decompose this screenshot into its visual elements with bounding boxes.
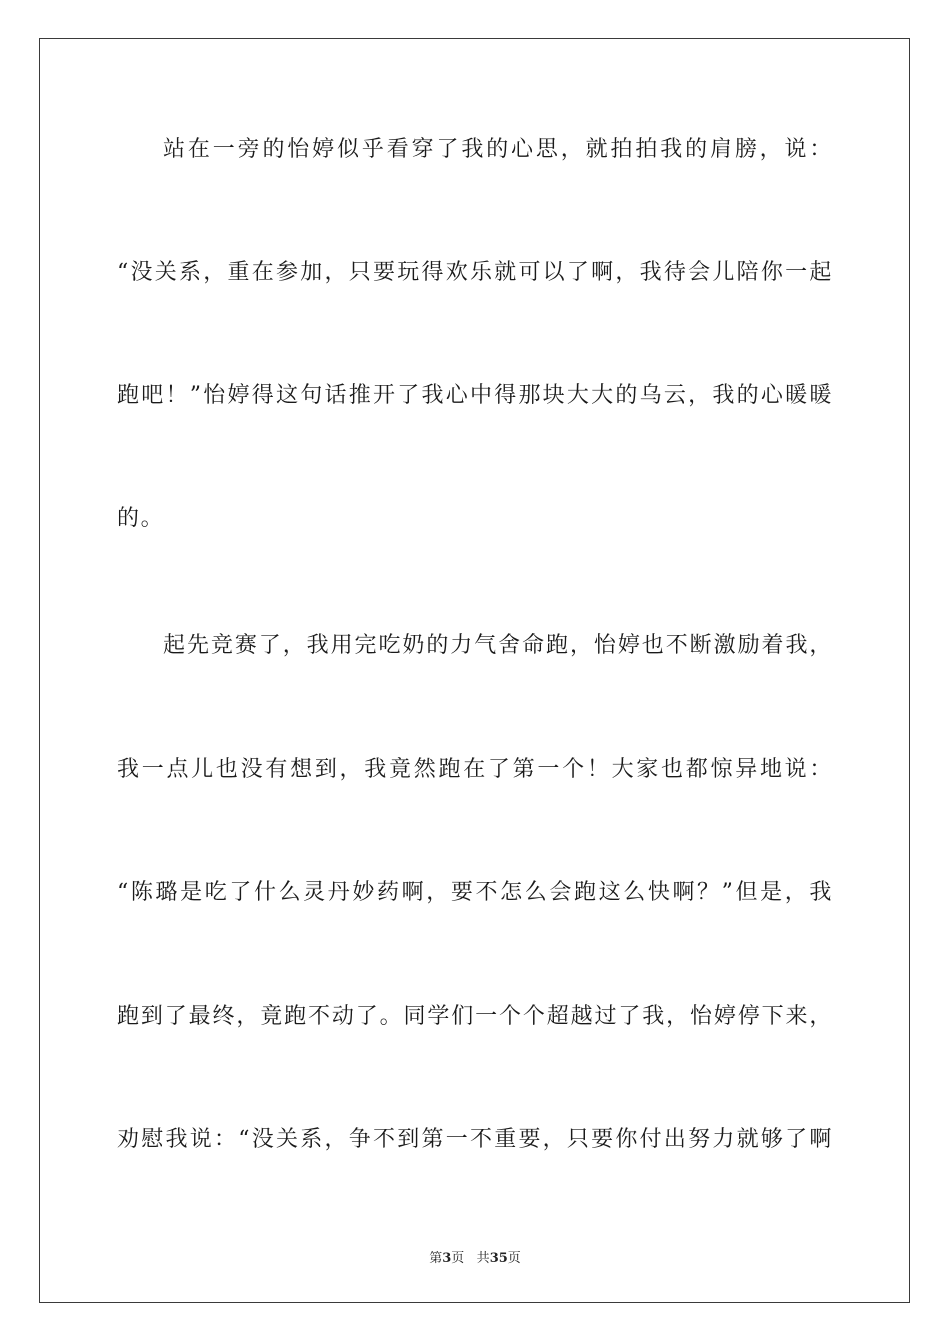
- total-pages: 35: [489, 1251, 508, 1266]
- paragraph-line: 跑吧！”怡婷得这句话推开了我心中得那块大大的乌云，我的心暖暖: [117, 383, 833, 408]
- page-number: 3: [442, 1251, 452, 1266]
- paragraph-line: 我一点儿也没有想到，我竟然跑在了第一个！大家也都惊异地说：: [117, 757, 833, 782]
- page-border: [39, 38, 910, 1303]
- total-suffix: 页: [507, 1251, 521, 1266]
- paragraph-line: 起先竞赛了，我用完吃奶的力气舍命跑，怡婷也不断激励着我，: [163, 633, 833, 658]
- paragraph-line: “陈璐是吃了什么灵丹妙药啊，要不怎么会跑这么快啊？”但是，我: [117, 880, 833, 905]
- paragraph-line: 的。: [117, 506, 165, 531]
- paragraph-line: 跑到了最终，竟跑不动了。同学们一个个超越过了我，怡婷停下来，: [117, 1004, 833, 1029]
- page-prefix: 第: [429, 1251, 443, 1266]
- paragraph-line: “没关系，重在参加，只要玩得欢乐就可以了啊，我待会儿陪你一起: [117, 260, 833, 285]
- page-suffix: 页: [451, 1251, 465, 1266]
- paragraph-line: 站在一旁的怡婷似乎看穿了我的心思，就拍拍我的肩膀，说：: [163, 137, 833, 162]
- paragraph-line: 劝慰我说：“没关系，争不到第一不重要，只要你付出努力就够了啊: [117, 1127, 833, 1152]
- page-footer: [0, 1247, 950, 1266]
- total-prefix: 共: [476, 1251, 490, 1266]
